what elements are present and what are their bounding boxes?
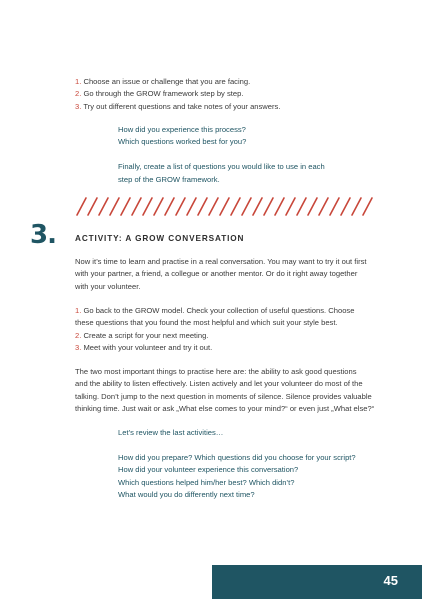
reflection-question-3b: step of the GROW framework. xyxy=(118,174,220,184)
stripe-line xyxy=(187,198,196,215)
review-question: How did your volunteer experience this conversation? xyxy=(118,465,299,475)
review-question: Which questions helped him/her best? Which didn’t? xyxy=(118,477,295,487)
stripe-line xyxy=(363,198,372,215)
top-step-2: 2. Go through the GROW framework step by step. xyxy=(75,89,244,99)
section-title: ACTIVITY: A GROW CONVERSATION xyxy=(75,234,245,243)
stripe-line xyxy=(275,198,284,215)
stripe-line xyxy=(165,198,174,215)
stripe-line xyxy=(253,198,262,215)
stripe-line xyxy=(242,198,251,215)
top-step-3: 3. Try out different questions and take notes of your answers. xyxy=(75,101,281,111)
stripe-line xyxy=(220,198,229,215)
stripe-line xyxy=(330,198,339,215)
top-reflection-questions xyxy=(118,124,388,186)
review-question: What would you do differently next time? xyxy=(118,490,255,500)
page-number: 45 xyxy=(383,573,398,588)
step-1: 1. Go back to the GROW model. Check your collection of useful questions. Choose xyxy=(75,306,355,315)
review-intro: Let’s review the last activities… xyxy=(118,428,224,437)
stripe-line xyxy=(110,198,119,215)
stripe-line xyxy=(176,198,185,215)
stripe-line xyxy=(352,198,361,215)
stripe-line xyxy=(132,198,141,215)
page-number-bar xyxy=(212,565,422,599)
stripe-line xyxy=(154,198,163,215)
stripe-line xyxy=(319,198,328,215)
stripe-line xyxy=(209,198,218,215)
stripe-line xyxy=(264,198,273,215)
section-number: 3. xyxy=(30,220,56,250)
stripe-line xyxy=(286,198,295,215)
intro-paragraph: Now it’s time to learn and practise in a real conversation. You may want to try it out first with your partner, a friend, a collegue or another mentor. Or do it right away together with your volunteer. xyxy=(75,257,367,291)
stripe-line xyxy=(88,198,97,215)
stripe-line xyxy=(143,198,152,215)
review-block xyxy=(118,427,388,501)
top-steps-list xyxy=(75,76,375,113)
stripe-line xyxy=(99,198,108,215)
review-question: How did you prepare? Which questions did you choose for your script? xyxy=(118,452,356,462)
top-step-1: 1. Choose an issue or challenge that you are facing. xyxy=(75,77,251,86)
reflection-question-3a: Finally, create a list of questions you would like to use in each xyxy=(118,162,325,172)
reflection-question-2: Which questions worked best for you? xyxy=(118,137,247,147)
stripe-line xyxy=(297,198,306,215)
step-3: 3. Meet with your volunteer and try it out. xyxy=(75,343,213,353)
stripe-line xyxy=(77,198,86,215)
stripe-line xyxy=(341,198,350,215)
reflection-question-1: How did you experience this process? xyxy=(118,125,246,134)
stripe-line xyxy=(121,198,130,215)
stripe-divider xyxy=(75,196,380,218)
step-1-cont: these questions that you found the most helpful and which suit your style best. xyxy=(75,318,338,328)
practice-paragraph: The two most important things to practise here are: the ability to ask good questions and the ability to listen effectively. Listen actively and let your volunteer do most of the talking. Don’t jump to the next question in moments of silence. Silence provides valuable thinking time. Just wait or ask „What else comes to your mind?“ or even just „What else?“ xyxy=(75,367,375,414)
steps-list xyxy=(75,305,375,355)
stripe-line xyxy=(198,198,207,215)
stripe-line xyxy=(308,198,317,215)
step-2: 2. Create a script for your next meeting. xyxy=(75,330,209,340)
stripe-line xyxy=(231,198,240,215)
